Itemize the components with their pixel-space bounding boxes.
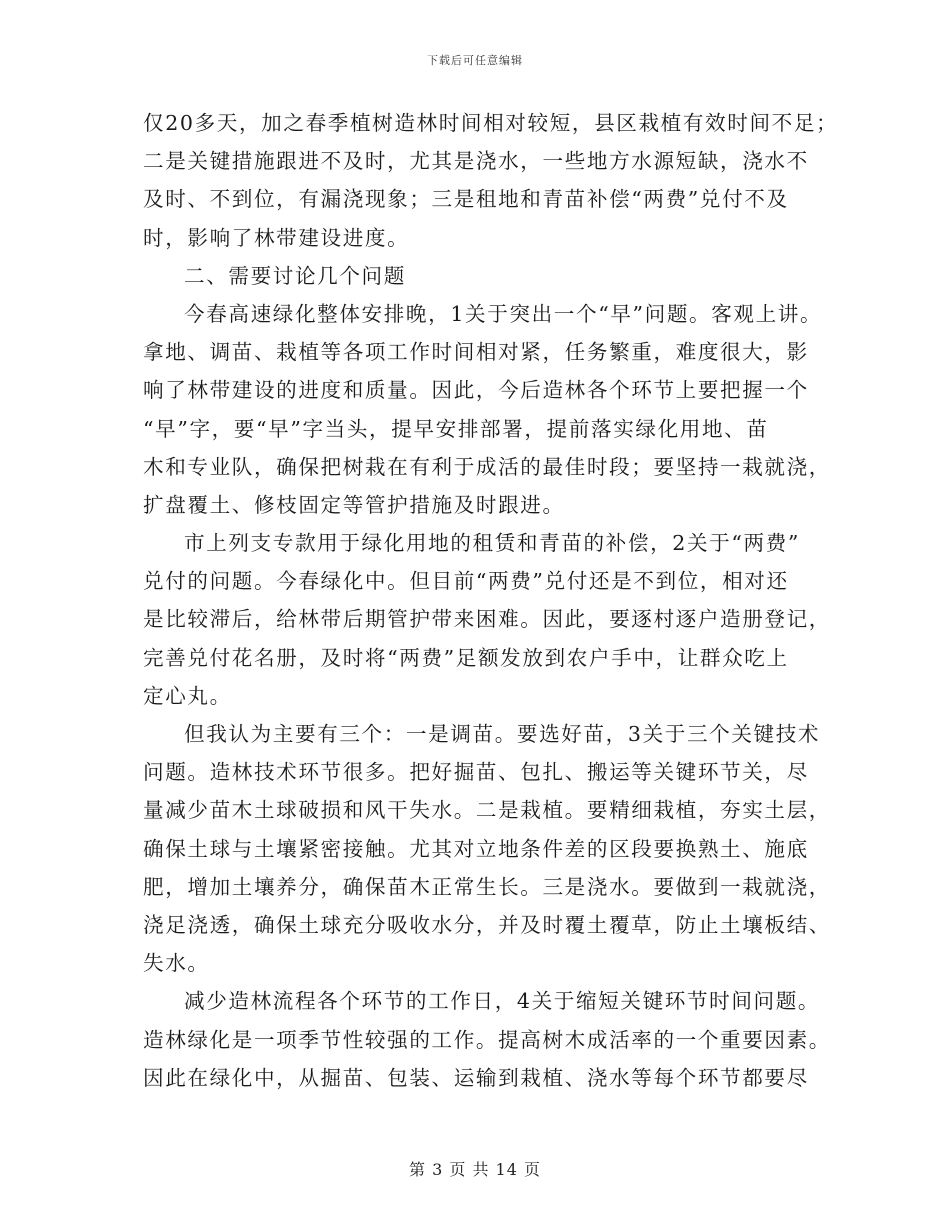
page-number-footer: 第 3 页 共 14 页 — [409, 1160, 541, 1179]
body-line: 失水。 — [143, 951, 210, 976]
body-line: 二是关键措施跟进不及时，尤其是浇水，一些地方水源短缺，浇水不 — [143, 149, 809, 174]
body-line: 浇足浇透，确保土球充分吸收水分，并及时覆土覆草，防止土壤板结、 — [143, 912, 832, 937]
body-line: 定心丸。 — [143, 683, 232, 708]
body-line: 量减少苗木土球破损和风干失水。二是栽植。要精细栽植，夯实土层， — [143, 798, 832, 823]
body-line: 造林绿化是一项季节性较强的工作。提高树木成活率的一个重要因素。 — [143, 1027, 832, 1052]
section-heading: 二、需要讨论几个问题 — [184, 263, 406, 288]
body-line: 但我认为主要有三个：一是调苗。要选好苗，3关于三个关键技术 — [184, 722, 821, 746]
body-line: 确保土球与土壤紧密接触。尤其对立地条件差的区段要换熟土、施底 — [143, 836, 809, 861]
body-line: 扩盘覆土、修枝固定等管护措施及时跟进。 — [143, 492, 565, 517]
body-line: 木和专业队，确保把树栽在有利于成活的最佳时段；要坚持一栽就浇， — [143, 454, 832, 479]
body-line: 减少造林流程各个环节的工作日，4关于缩短关键环节时间问题。 — [184, 989, 821, 1014]
body-line: 及时、不到位，有漏浇现象；三是租地和青苗补偿“两费”兑付不及 — [143, 187, 789, 212]
body-line: 是比较滞后，给林带后期管护带来困难。因此，要逐村逐户造册登记， — [143, 607, 832, 632]
document-body — [143, 104, 839, 1097]
body-line: 问题。造林技术环节很多。把好掘苗、包扎、搬运等关键环节关，尽 — [143, 760, 809, 785]
body-line: 肥，增加土壤养分，确保苗木正常生长。三是浇水。要做到一栽就浇， — [143, 874, 832, 899]
body-line: 因此在绿化中，从掘苗、包装、运输到栽植、浇水等每个环节都要尽 — [143, 1065, 809, 1090]
body-line: “早”字，要“早”字当头，提早安排部署，提前落实绿化用地、苗 — [143, 416, 769, 441]
body-line: 市上列支专款用于绿化用地的租赁和青苗的补偿，2关于“两费” — [184, 531, 800, 556]
body-line: 今春高速绿化整体安排晚，1关于突出一个“早”问题。客观上讲。 — [184, 301, 823, 326]
body-line: 响了林带建设的进度和质量。因此，今后造林各个环节上要把握一个 — [143, 378, 809, 403]
body-line: 仅20多天，加之春季植树造林时间相对较短，县区栽植有效时间不足； — [143, 111, 839, 135]
body-line: 完善兑付花名册，及时将“两费”足额发放到农户手中，让群众吃上 — [143, 645, 789, 670]
body-line: 兑付的问题。今春绿化中。但目前“两费”兑付还是不到位，相对还 — [143, 569, 789, 594]
body-line: 拿地、调苗、栽植等各项工作时间相对紧，任务繁重，难度很大，影 — [143, 340, 809, 365]
body-line: 时，影响了林带建设进度。 — [143, 225, 410, 250]
page-header-note: 下载后可任意编辑 — [427, 54, 523, 67]
